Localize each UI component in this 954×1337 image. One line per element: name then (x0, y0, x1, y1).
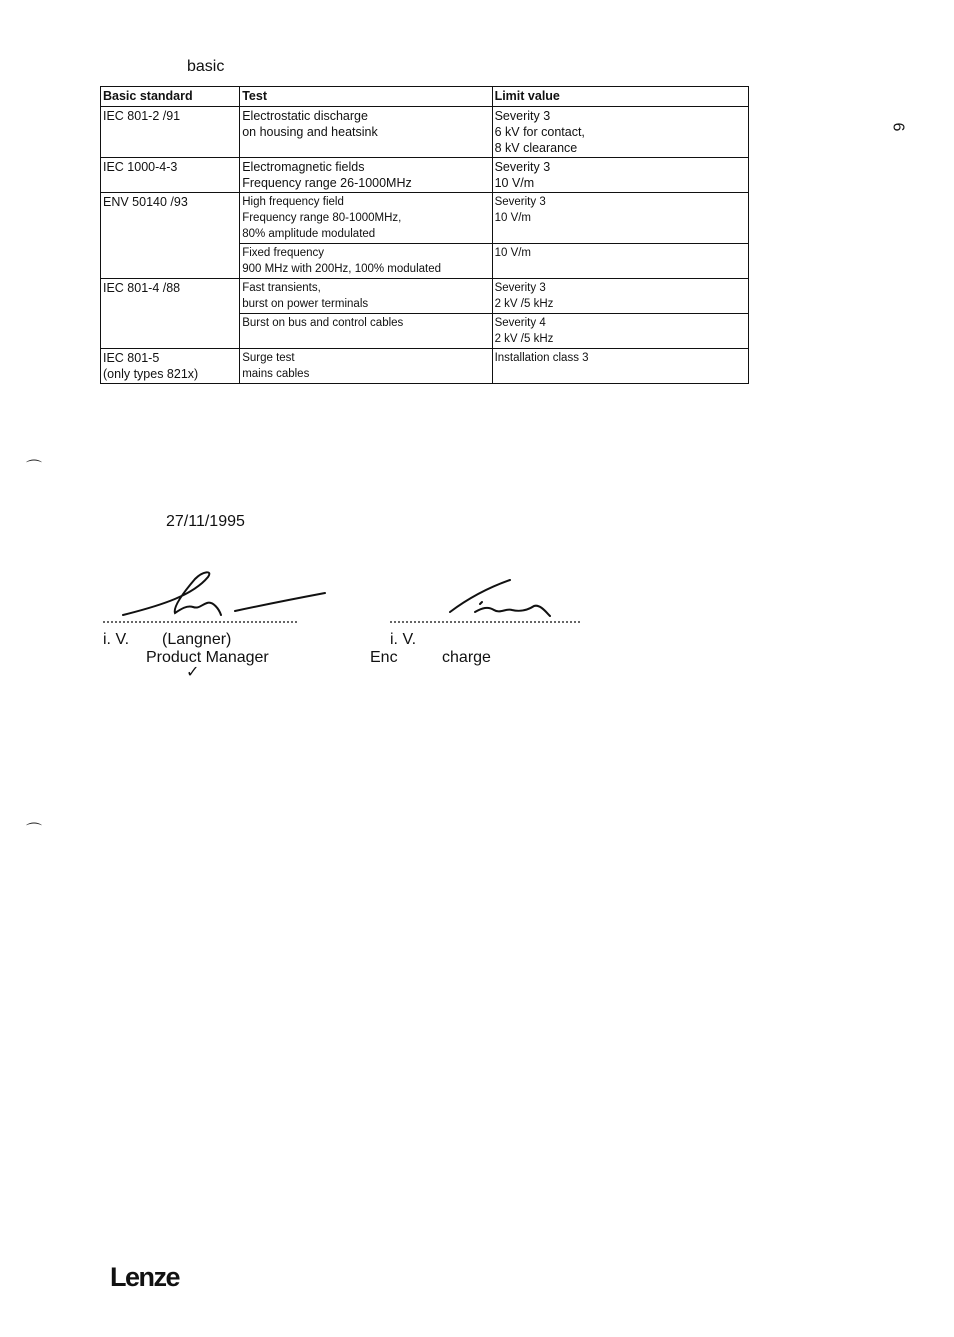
page-heading: basic (187, 58, 225, 75)
page-number-mark: 6 (889, 122, 907, 132)
test-cell: Fast transients, burst on power terminals (240, 279, 492, 314)
handwritten-signature (370, 572, 610, 627)
limit-cell: Severity 4 2 kV /5 kHz (492, 314, 748, 349)
limit-cell: Severity 3 10 V/m (492, 193, 748, 244)
table-row (101, 107, 749, 158)
limit-cell: Installation class 3 (492, 349, 748, 384)
limit-cell: 10 V/m (492, 244, 748, 279)
test-cell: Surge test mains cables (240, 349, 492, 384)
limit-cell: Severity 3 6 kV for contact, 8 kV clearance (492, 107, 748, 158)
standards-table (100, 86, 749, 384)
table-row (101, 349, 749, 384)
handwritten-signature (103, 565, 343, 627)
table-header-row (101, 87, 749, 107)
header-basic-standard: Basic standard (101, 87, 240, 107)
standard-cell: IEC 801-5 (only types 821x) (101, 349, 240, 384)
signature-block-product-manager (103, 565, 343, 679)
header-test: Test (240, 87, 492, 107)
standard-cell: IEC 801-4 /88 (101, 279, 240, 349)
signature-date: 27/11/1995 (166, 513, 245, 530)
standard-cell: IEC 1000-4-3 (101, 158, 240, 193)
limit-cell: Severity 3 2 kV /5 kHz (492, 279, 748, 314)
table-row (101, 279, 749, 314)
signatory-title: Enc charge (370, 649, 491, 666)
signatory-prefix: i. V. (103, 631, 130, 648)
limit-cell: Severity 3 10 V/m (492, 158, 748, 193)
table-row (101, 193, 749, 244)
signatory-prefix: i. V. (390, 631, 417, 648)
test-cell: Electrostatic discharge on housing and heatsink (240, 107, 492, 158)
table-row (101, 158, 749, 193)
signatory-name: (Langner) (162, 631, 232, 648)
margin-mark: ⌒ (26, 460, 43, 477)
standard-cell: IEC 801-2 /91 (101, 107, 240, 158)
company-logo: Lenze (110, 1262, 180, 1292)
header-limit-value: Limit value (492, 87, 748, 107)
signature-block-engineer (370, 572, 610, 667)
signatory-title: Product Manager (146, 649, 269, 666)
test-cell: Electromagnetic fields Frequency range 26-1000MHz (240, 158, 492, 193)
margin-mark: ⌒ (26, 823, 43, 840)
test-cell: High frequency field Frequency range 80-1000MHz, 80% amplitude modulated (240, 193, 492, 244)
check-mark: ✓ (186, 664, 200, 681)
standard-cell: ENV 50140 /93 (101, 193, 240, 279)
test-cell: Burst on bus and control cables (240, 314, 492, 349)
test-cell: Fixed frequency 900 MHz with 200Hz, 100% modulated (240, 244, 492, 279)
